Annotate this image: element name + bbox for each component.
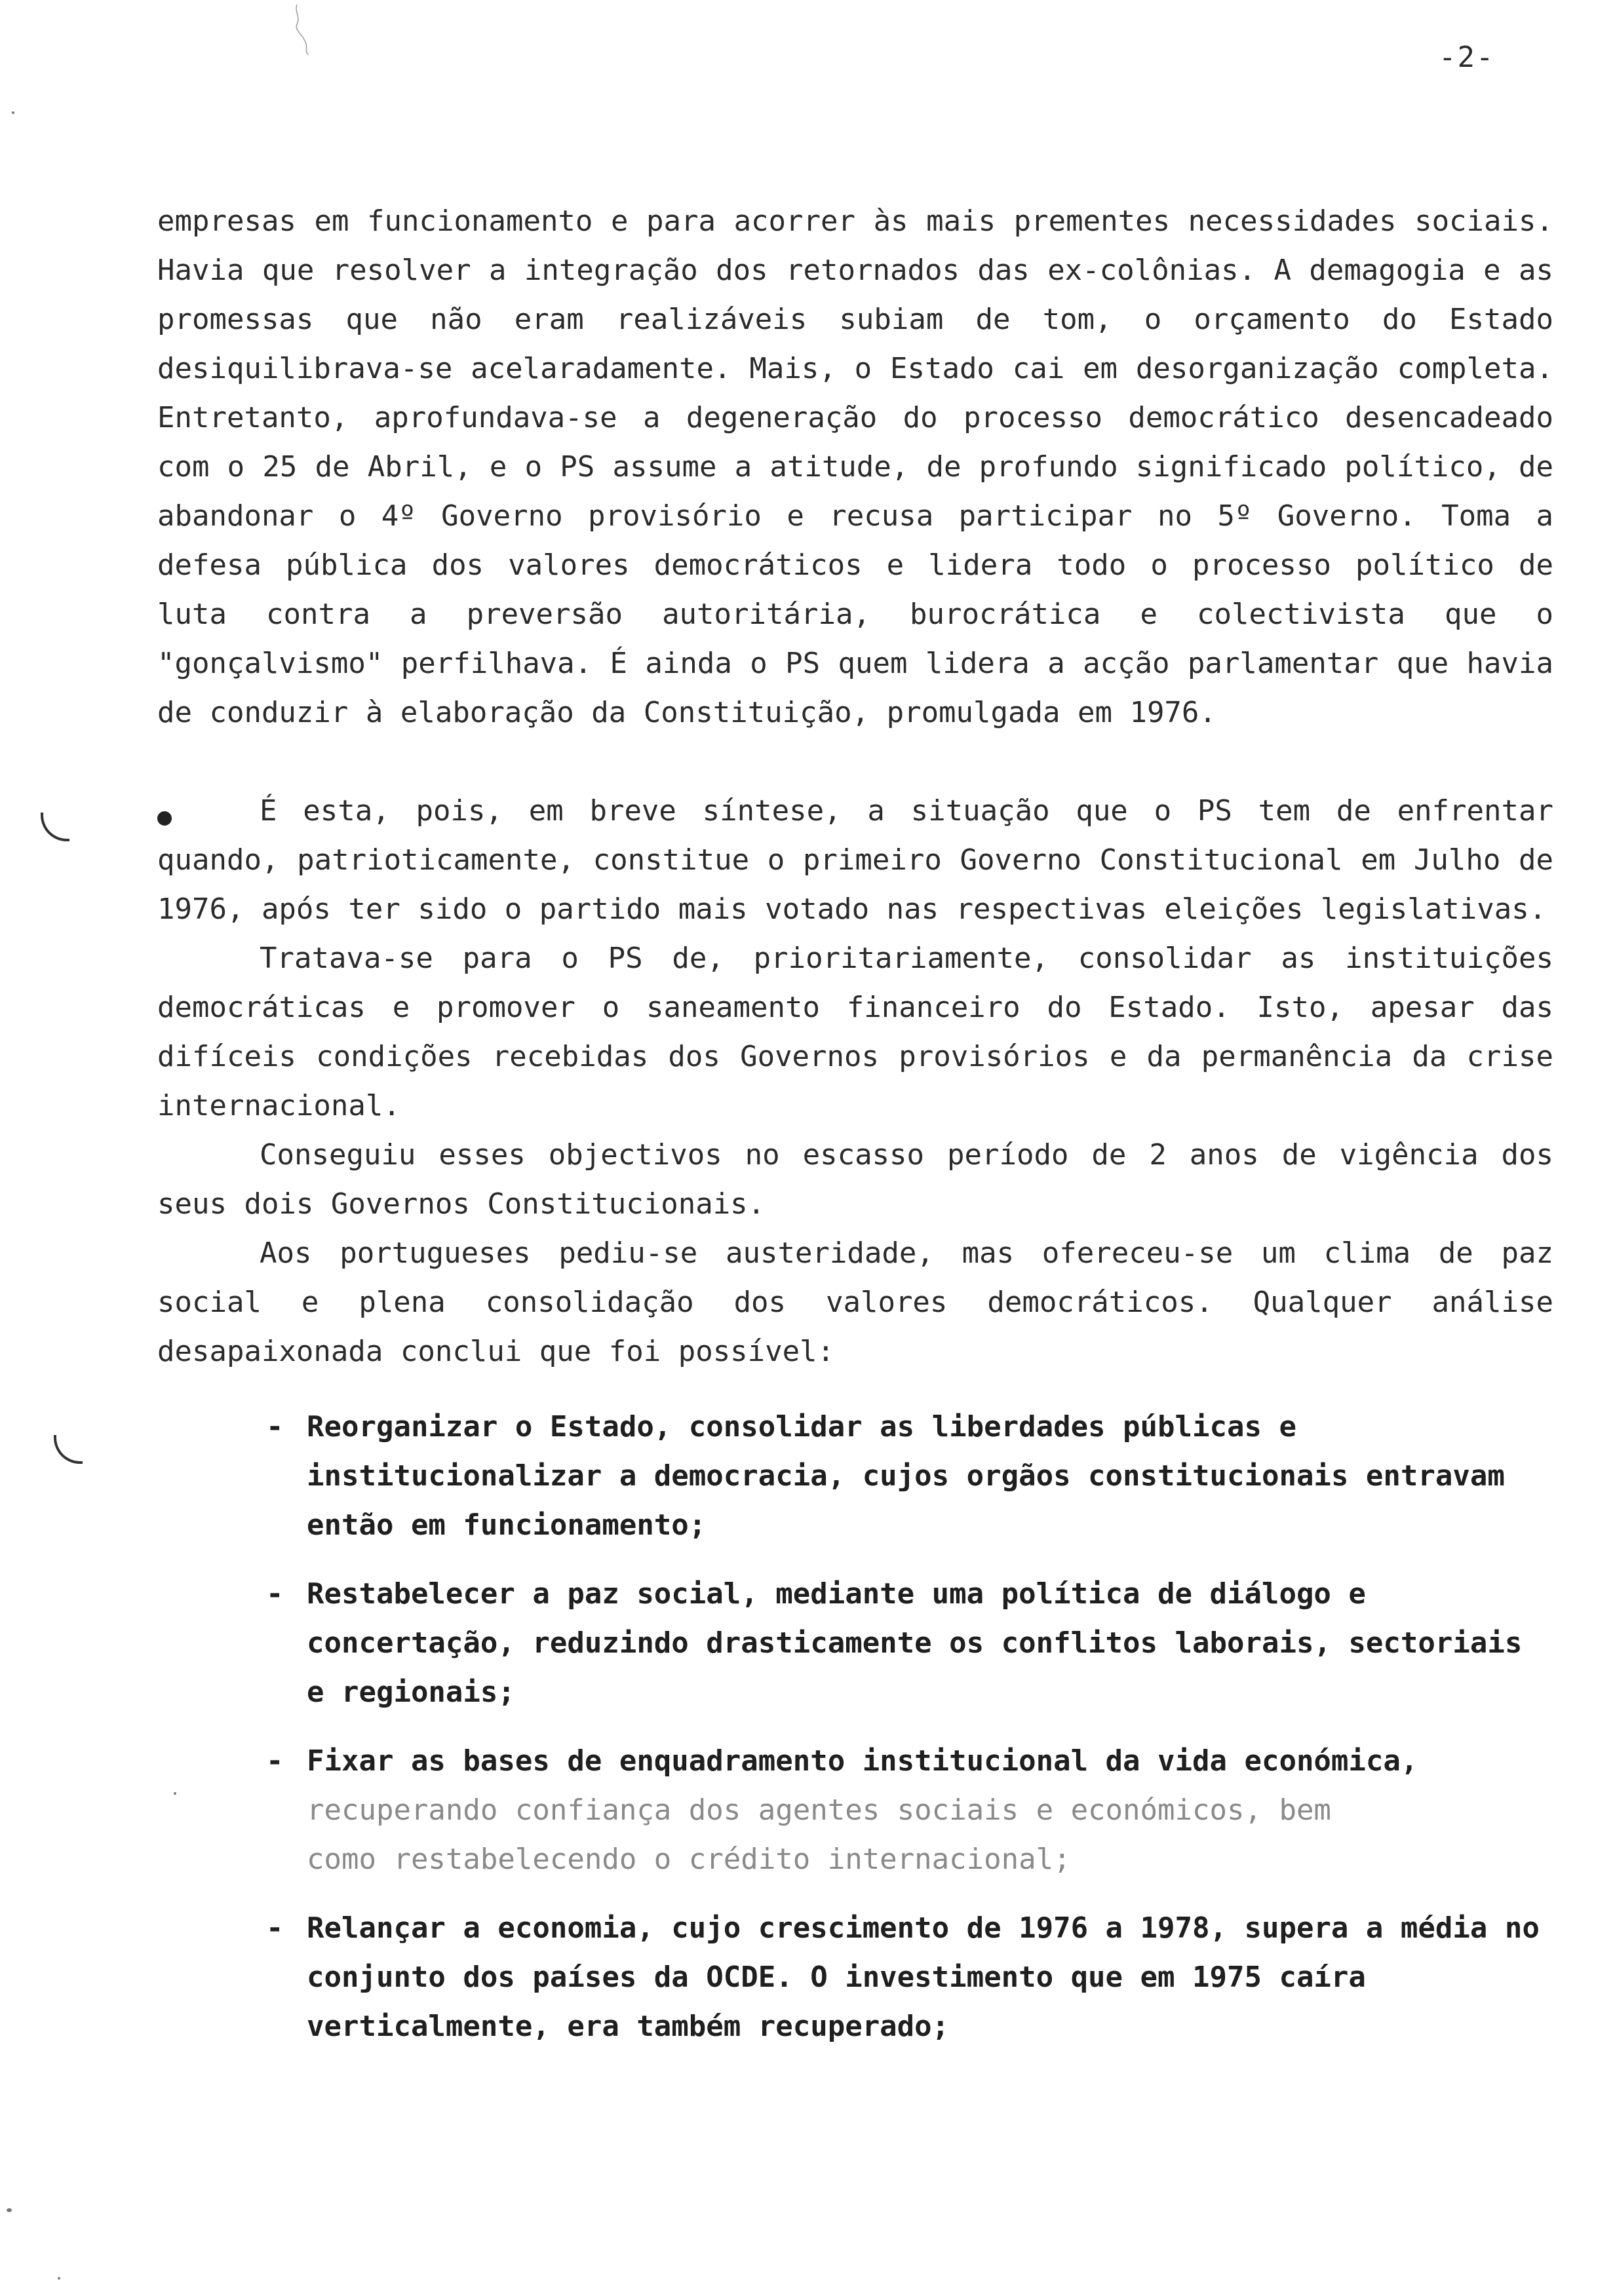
list-item-text: Fixar as bases de enquadramento institucional da vida económica, bbox=[307, 1744, 1418, 1778]
list-item-text: Restabelecer a paz social, mediante uma política de diálogo e concertação, reduzindo drasticamente os conflitos laborais, sectoriais e regionais; bbox=[307, 1577, 1523, 1709]
list-item-text-faded: recuperando confiança dos agentes sociais e económicos, bem bbox=[307, 1793, 1331, 1827]
bullet-dot bbox=[157, 811, 172, 826]
list-item-text: Reorganizar o Estado, consolidar as liberdades públicas e institucionalizar a democracia, cujos orgãos constitucionais entravam então em funcionamento; bbox=[307, 1410, 1505, 1542]
list-item bbox=[266, 1569, 1553, 1717]
ink-scribble bbox=[292, 3, 311, 56]
list-dash: - bbox=[266, 1577, 284, 1611]
speck-4 bbox=[58, 2277, 60, 2280]
margin-mark-2 bbox=[54, 1435, 83, 1464]
list-item bbox=[266, 1736, 1553, 1884]
list-item bbox=[266, 1904, 1553, 2051]
speck-1 bbox=[12, 111, 14, 114]
paragraph-1: empresas em funcionamento e para acorrer às mais prementes necessidades sociais. Havia que resolver a integração dos retornados das ex-colônias. A demagogia e as promessas que não eram realizáveis subiam de tom, o orçamento do Estado desiquilibrava-se acelaradamente. Mais, o Estado cai em desorganização completa. Entretanto, aprofundava-se a degeneração do processo democrático desencadeado com o 25 de Abril, e o PS assume a atitude, de profundo significado político, de abandonar o 4º Governo provisório e recusa participar no 5º Governo. Toma a defesa pública dos valores democráticos e lidera todo o processo político de luta contra a preversão autoritária, burocrática e colectivista que o "gonçalvismo" perfilhava. É ainda o PS quem lidera a acção parlamentar que havia de conduzir à elaboração da Constituição, promulgada em 1976. bbox=[157, 204, 1553, 729]
paragraph-3: Tratava-se para o PS de, prioritariamente, consolidar as instituições democráticas e promover o saneamento financeiro do Estado. Isto, apesar das difíceis condições recebidas dos Governos provisórios e da permanência da crise internacional. bbox=[157, 942, 1553, 1122]
paragraph-4: Conseguiu esses objectivos no escasso período de 2 anos de vigência dos seus dois Governos Constitucionais. bbox=[157, 1138, 1553, 1221]
list-item-text: Relançar a economia, cujo crescimento de 1976 a 1978, supera a média no conjunto dos países da OCDE. O investimento que em 1975 caíra verticalmente, era também recuperado; bbox=[307, 1911, 1540, 2043]
paragraph-2: É esta, pois, em breve síntese, a situação que o PS tem de enfrentar quando, patrioticamente, constitue o primeiro Governo Constitucional em Julho de 1976, após ter sido o partido mais votado nas respectivas eleições legislativas. bbox=[157, 794, 1553, 926]
list-dash: - bbox=[266, 1410, 284, 1444]
bullet-paragraph bbox=[157, 786, 1553, 934]
paragraph-5: Aos portugueses pediu-se austeridade, mas ofereceu-se um clima de paz social e plena consolidação dos valores democráticos. Qualquer análise desapaixonada conclui que foi possível: bbox=[157, 1236, 1553, 1368]
body-text bbox=[157, 197, 1553, 2071]
list-dash: - bbox=[266, 1744, 284, 1778]
list-dash: - bbox=[266, 1911, 284, 1945]
margin-mark-1 bbox=[41, 813, 69, 841]
page-number: -2- bbox=[1439, 41, 1495, 74]
speck-3 bbox=[7, 2208, 12, 2212]
achievements-list bbox=[157, 1402, 1553, 2051]
list-item bbox=[266, 1402, 1553, 1550]
list-item-text-light: como restabelecendo o crédito internacional; bbox=[307, 1843, 1071, 1876]
